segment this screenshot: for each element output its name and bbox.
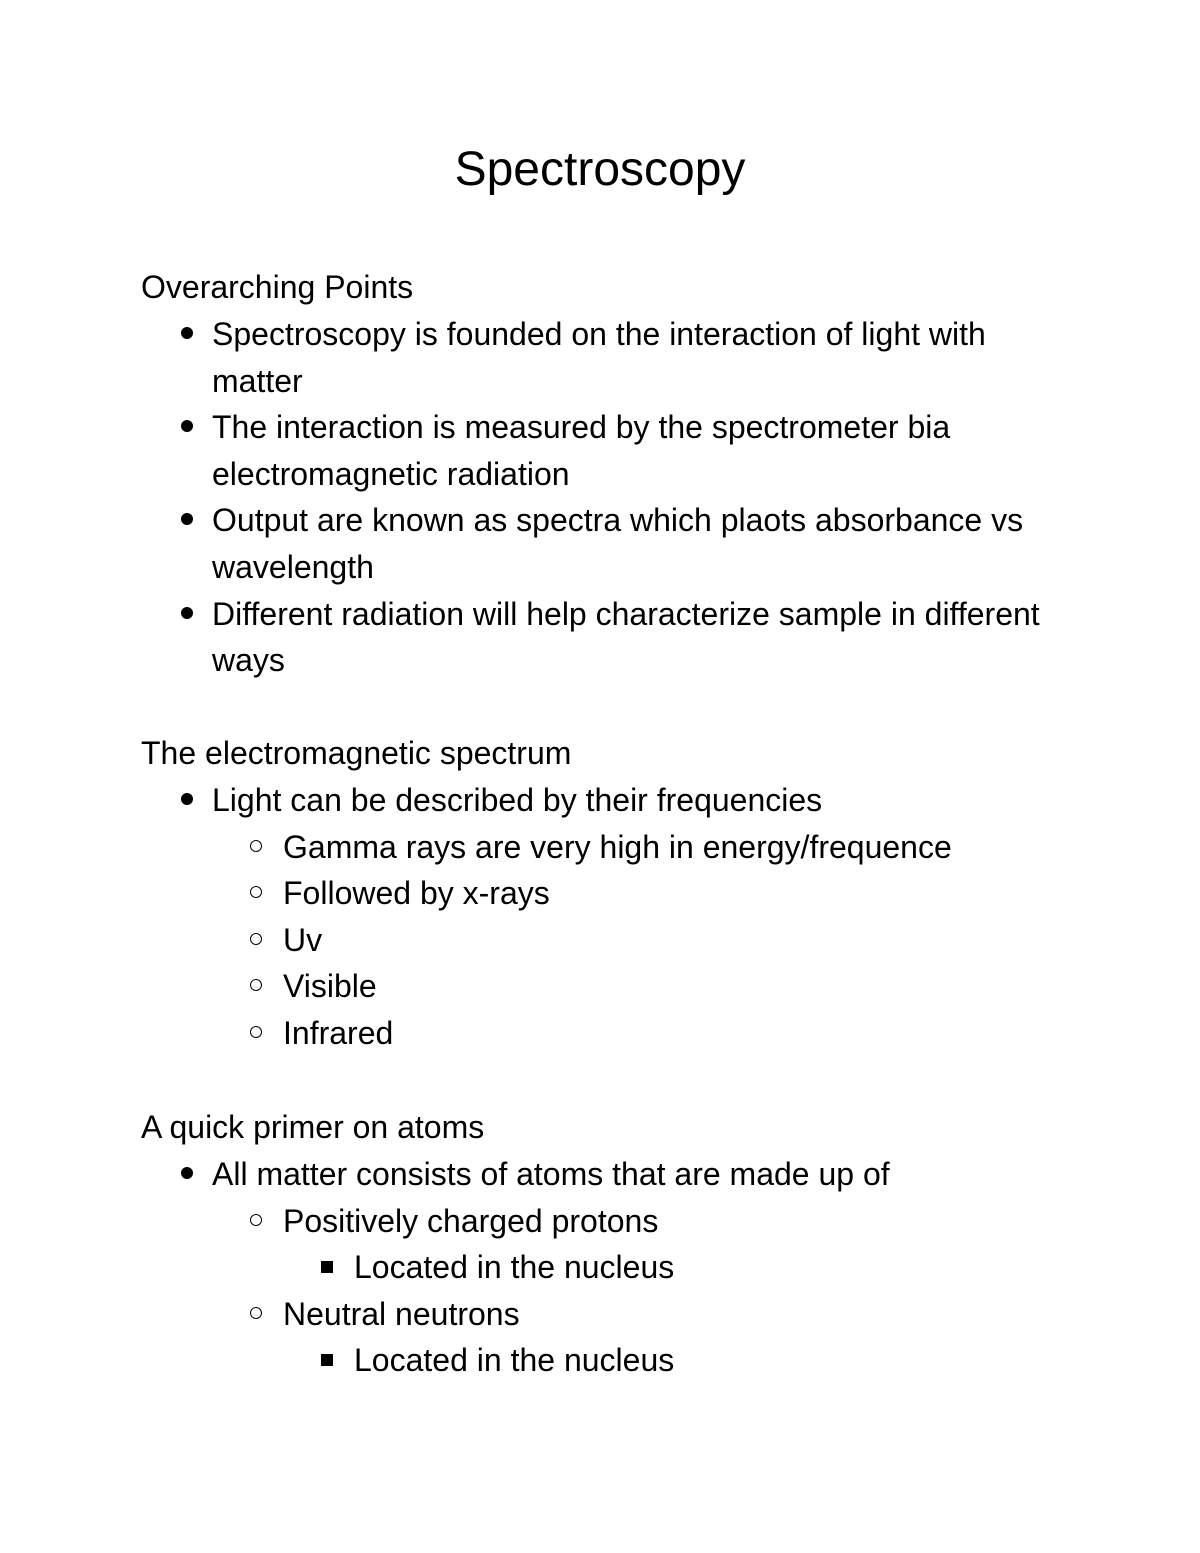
sublist-item-text: Gamma rays are very high in energy/frequence (283, 828, 952, 865)
list-item-text: Light can be described by their frequencies (212, 782, 823, 818)
list-item-text: All matter consists of atoms that are made up of (212, 1156, 890, 1192)
bullet-circle-icon (250, 1307, 262, 1319)
list-item-text: Output are known as spectra which plaots absorbance vs wavelength (212, 502, 1024, 585)
sublist-item (0, 870, 1042, 917)
bullet-disc-icon (181, 793, 193, 805)
sublist-item-text: Visible (283, 968, 377, 1005)
list-item-text: Spectroscopy is founded on the interaction of light with matter (212, 316, 986, 399)
bullet-circle-icon (250, 933, 262, 945)
bullet-disc-icon (181, 327, 193, 339)
list-item-text: The interaction is measured by the spectrometer bia electromagnetic radiation (212, 409, 951, 492)
sublist-item-text: Infrared (283, 1014, 394, 1051)
bullet-circle-icon (250, 1026, 262, 1038)
list-item (0, 591, 1042, 684)
list-item (0, 311, 1042, 404)
sublist-item-text: Positively charged protons (283, 1202, 659, 1239)
sublist-item (0, 963, 1042, 1010)
list-item (0, 1151, 1042, 1384)
bullet-disc-icon (181, 1167, 193, 1179)
sublist-item-text: Uv (283, 921, 323, 958)
sublist-item (0, 1198, 1042, 1291)
bullet-disc-icon (181, 420, 193, 432)
section-heading-overarching-points: Overarching Points (141, 269, 414, 305)
nested-sublist (283, 1244, 1042, 1291)
bullet-circle-icon (250, 979, 262, 991)
sublist-item-text: Neutral neutrons (283, 1295, 520, 1332)
primer-on-atoms-list (0, 1151, 1042, 1384)
sublist (212, 824, 1042, 1057)
bullet-circle-icon (250, 1214, 262, 1226)
bullet-square-icon (321, 1261, 333, 1273)
nested-sublist-item (0, 1244, 1042, 1291)
section-heading-electromagnetic-spectrum: The electromagnetic spectrum (141, 735, 572, 771)
nested-sublist (283, 1337, 1042, 1384)
overarching-points-list (0, 311, 1042, 684)
electromagnetic-spectrum-list (0, 777, 1042, 1057)
section-heading-primer-on-atoms: A quick primer on atoms (141, 1109, 485, 1145)
bullet-disc-icon (181, 607, 193, 619)
list-item (0, 777, 1042, 1057)
bullet-circle-icon (250, 886, 262, 898)
nested-sublist-item-text: Located in the nucleus (354, 1249, 675, 1286)
page-title: Spectroscopy (454, 143, 746, 196)
sublist (212, 1198, 1042, 1384)
bullet-circle-icon (250, 840, 262, 852)
sublist-item-text: Followed by x-rays (283, 875, 550, 912)
bullet-square-icon (321, 1354, 333, 1366)
sublist-item (0, 917, 1042, 964)
sublist-item (0, 824, 1042, 871)
list-item-text: Different radiation will help characterize sample in different ways (212, 595, 1040, 679)
bullet-disc-icon (181, 513, 193, 525)
sublist-item (0, 1010, 1042, 1057)
nested-sublist-item (0, 1337, 1042, 1384)
nested-sublist-item-text: Located in the nucleus (354, 1342, 675, 1379)
list-item (0, 497, 1042, 590)
list-item (0, 404, 1042, 497)
sublist-item (0, 1291, 1042, 1384)
